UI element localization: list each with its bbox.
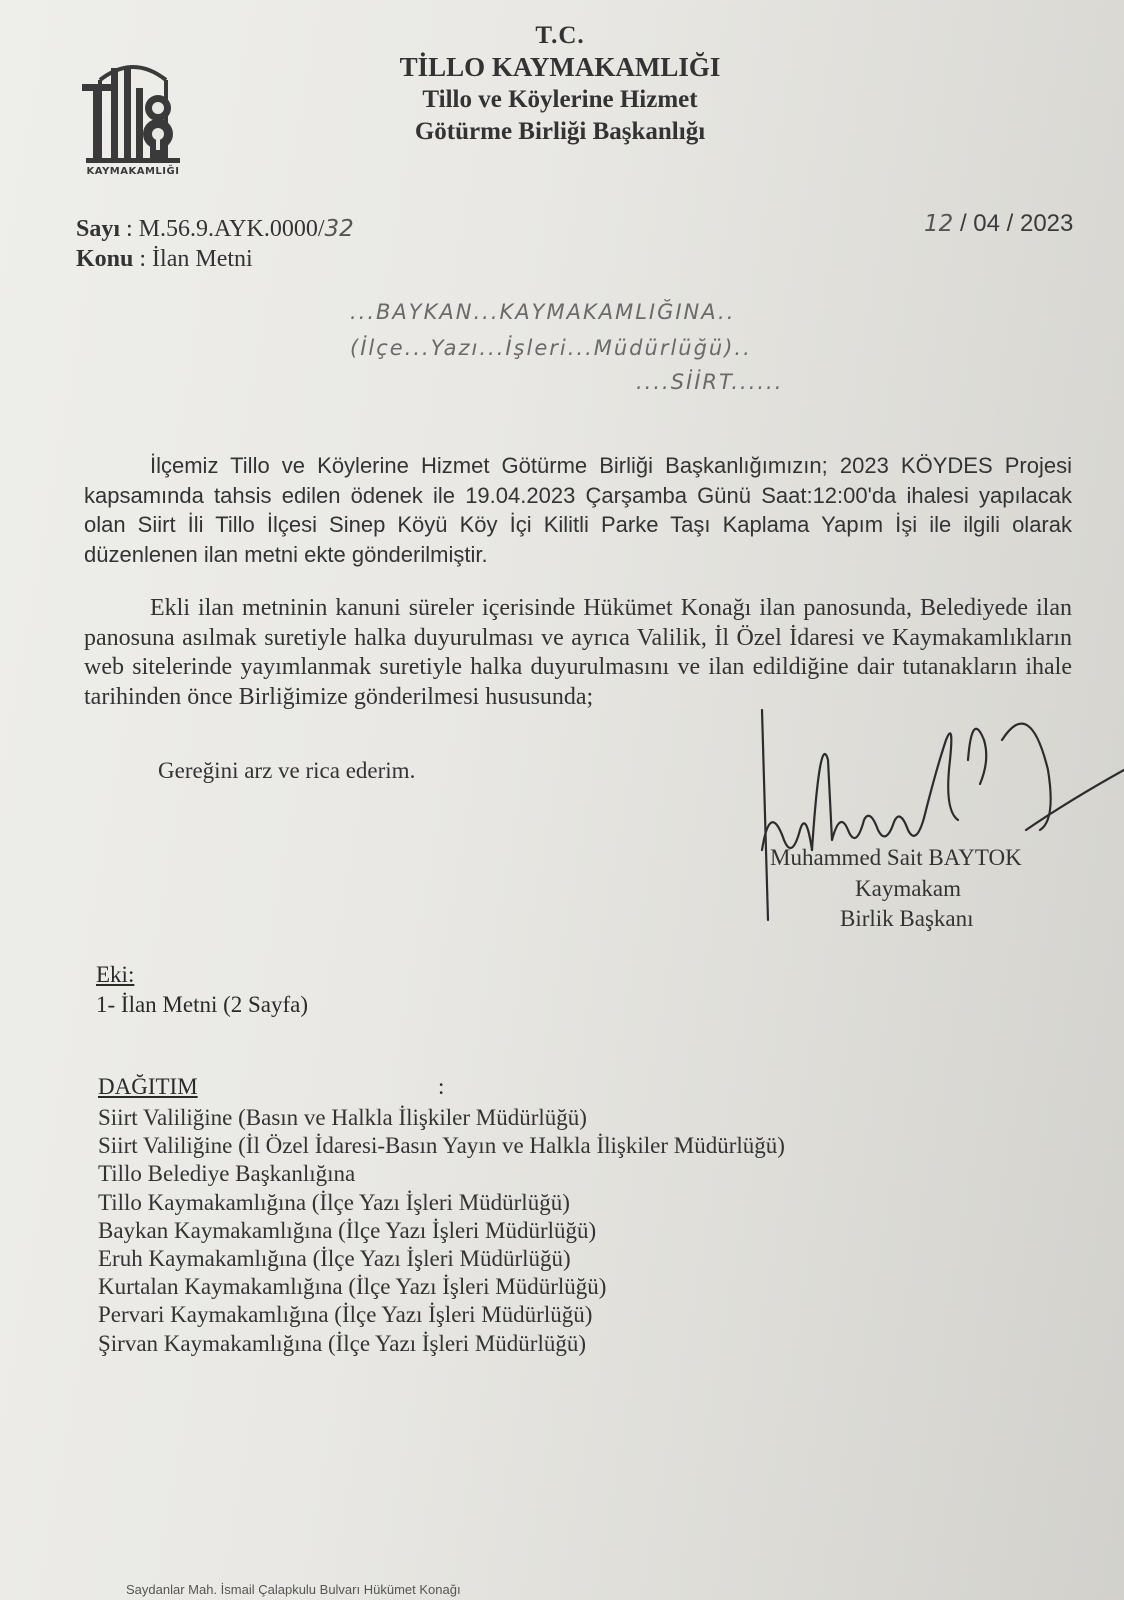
- signatory-name: Muhammed Sait BAYTOK: [770, 845, 1022, 870]
- date-day-handwritten: 12: [924, 211, 954, 237]
- distribution-heading-label: DAĞITIM: [98, 1074, 198, 1099]
- distribution-item: Pervari Kaymakamlığına (İlçe Yazı İşleri Müdürlüğü): [98, 1302, 593, 1328]
- handwritten-signature: [740, 700, 1124, 940]
- attachment-item: 1- İlan Metni (2 Sayfa): [96, 992, 309, 1017]
- konu-label: Konu: [76, 246, 134, 272]
- header-institution: TİLLO KAYMAKAMLIĞI: [399, 52, 721, 82]
- konu-line: [76, 246, 253, 273]
- header-subtitle-line1: Tillo ve Köylerine Hizmet: [422, 86, 698, 113]
- distribution-list: [98, 1104, 785, 1358]
- distribution-item: Kurtalan Kaymakamlığına (İlçe Yazı İşleri Müdürlüğü): [98, 1274, 607, 1300]
- date-month-year: / 04 / 2023: [959, 210, 1074, 237]
- signatory-title: Kaymakam: [855, 876, 962, 901]
- addressee-line-1: ...BAYKAN...KAYMAKAMLIĞINA..: [350, 300, 736, 324]
- body-paragraph-1: İlçemiz Tillo ve Köylerine Hizmet Götürme Birliği Başkanlığımızın; 2023 KÖYDES Projesi kapsamında tahsis edilen ödenek ile 19.04.2023 Çarşamba Günü Saat:12:00'da ihalesi yapılacak olan Siirt İli Tillo İlçesi Sinep Köyü Köy İçi Kilitli Parke Taşı Kaplama Yapım İşi ile ilgili olarak düzenlenen ilan metni ekte gönderilmiştir.: [84, 453, 1072, 567]
- footer-address: Saydanlar Mah. İsmail Çalapkulu Bulvarı Hükümet Konağı: [126, 1582, 461, 1597]
- distribution-heading: [98, 1074, 444, 1100]
- addressee-line-3: ....SİİRT......: [636, 370, 784, 394]
- logo-caption: KAYMAKAMLIĞI: [86, 166, 180, 177]
- distribution-heading-colon: :: [438, 1074, 445, 1099]
- header-tc: T.C.: [535, 22, 585, 49]
- distribution-item: Tillo Kaymakamlığına (İlçe Yazı İşleri Müdürlüğü): [98, 1189, 570, 1215]
- sayi-value: : M.56.9.AYK.0000/: [126, 216, 325, 242]
- document-date: [924, 210, 1073, 238]
- body-paragraph-2: Ekli ilan metninin kanuni süreler içerisinde Hükümet Konağı ilan panosunda, Belediyede ilan panosuna asılmak suretiyle halka duyurulması ve ayrıca Valilik, İl Özel İdaresi ve Kaymakamlıkların web sitelerinde yayımlanmak suretiyle halka duyurulmasını ve ilan edildiğine dair tutanakların ihale tarihinden önce Birliğimize gönderilmesi hususunda;: [84, 595, 1072, 710]
- header-subtitle-line2: Götürme Birliği Başkanlığı: [414, 118, 706, 145]
- distribution-item: Eruh Kaymakamlığına (İlçe Yazı İşleri Müdürlüğü): [98, 1246, 571, 1272]
- addressee-line-2: (İlçe...Yazı...İşleri...Müdürlüğü)..: [350, 336, 752, 360]
- sayi-label: Sayı: [76, 216, 121, 242]
- konu-value: : İlan Metni: [139, 246, 253, 272]
- distribution-item: Tillo Belediye Başkanlığına: [98, 1161, 356, 1187]
- sayi-number-handwritten: 32: [324, 216, 354, 242]
- signatory-title-2: Birlik Başkanı: [840, 906, 974, 931]
- distribution-item: Siirt Valiliğine (İl Özel İdaresi-Basın Yayın ve Halkla İlişkiler Müdürlüğü): [98, 1133, 785, 1159]
- attachments-heading: Eki:: [96, 962, 135, 987]
- distribution-item: Baykan Kaymakamlığına (İlçe Yazı İşleri Müdürlüğü): [98, 1217, 597, 1243]
- closing-sentence: Gereğini arz ve rica ederim.: [158, 758, 416, 783]
- distribution-item: Siirt Valiliğine (Basın ve Halkla İlişkiler Müdürlüğü): [98, 1105, 587, 1130]
- distribution-item: Şirvan Kaymakamlığına (İlçe Yazı İşleri Müdürlüğü): [98, 1330, 586, 1356]
- sayi-line: [76, 216, 354, 243]
